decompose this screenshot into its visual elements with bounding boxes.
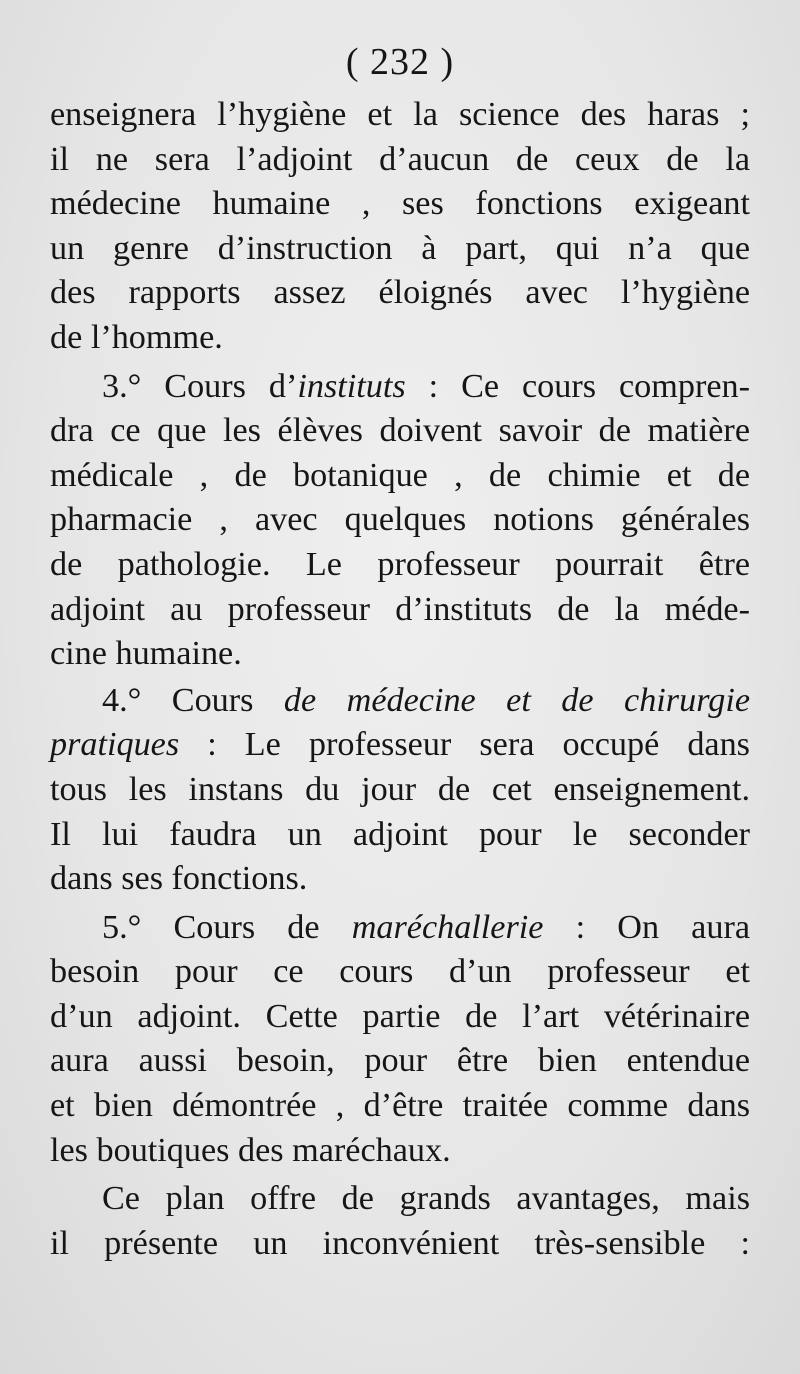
text-line: cine humaine. <box>50 635 242 673</box>
text-line: enseignera l’hygiène et la science des haras ; <box>50 96 750 133</box>
text-run: 3.° Cours d’ <box>102 367 298 405</box>
italic-run: de médecine et de chirurgie <box>283 681 751 719</box>
paragraph-4-second-line <box>50 723 750 768</box>
text-line: besoin pour ce cours d’un professeur et <box>50 953 750 991</box>
text-line: de pathologie. Le professeur pourrait être <box>50 545 750 583</box>
text-line: il ne sera l’adjoint d’aucun de ceux de la <box>50 140 750 178</box>
text-line: il présente un inconvénient très-sensible : <box>50 1224 750 1262</box>
text-line: d’un adjoint. Cette partie de l’art vétérinaire <box>50 997 750 1035</box>
page-number: ( 232 ) <box>345 41 455 83</box>
text-line: pharmacie , avec quelques notions générales <box>50 501 750 539</box>
text-line: de l’homme. <box>50 318 223 356</box>
text-line: les boutiques des maréchaux. <box>50 1131 451 1169</box>
text-run: : On aura <box>543 908 750 946</box>
text-line: adjoint au professeur d’instituts de la méde- <box>50 590 750 628</box>
text-run: 5.° Cours de <box>102 908 352 946</box>
text-line: médecine humaine , ses fonctions exigeant <box>50 185 750 223</box>
text-line: et bien démontrée , d’être traitée comme dans <box>50 1087 750 1125</box>
paragraph-4-first-line <box>50 679 750 724</box>
text-line: un genre d’instruction à part, qui n’a que <box>50 229 750 267</box>
text-line: dans ses fonctions. <box>50 860 308 898</box>
page-body <box>50 93 750 1266</box>
text-line: des rapports assez éloignés avec l’hygiène <box>50 274 750 312</box>
paragraph-3-first-line <box>50 365 750 410</box>
text-line: tous les instans du jour de cet enseignement. <box>50 770 750 808</box>
text-line: dra ce que les élèves doivent savoir de matière <box>50 412 750 450</box>
paragraph-5-first-line <box>50 906 750 951</box>
italic-run: maréchallerie <box>351 908 544 946</box>
text-line: Ce plan offre de grands avantages, mais <box>102 1180 750 1218</box>
text-run: : Ce cours compren- <box>405 367 750 405</box>
italic-run: instituts <box>297 367 406 405</box>
text-run: 4.° Cours <box>102 681 284 719</box>
text-line: médicale , de botanique , de chimie et de <box>50 456 750 494</box>
text-line: Il lui faudra un adjoint pour le seconder <box>50 815 750 853</box>
italic-run: pratiques <box>50 726 180 764</box>
text-run: : Le professeur sera occupé dans <box>179 726 750 764</box>
text-line: aura aussi besoin, pour être bien entendue <box>50 1042 750 1080</box>
